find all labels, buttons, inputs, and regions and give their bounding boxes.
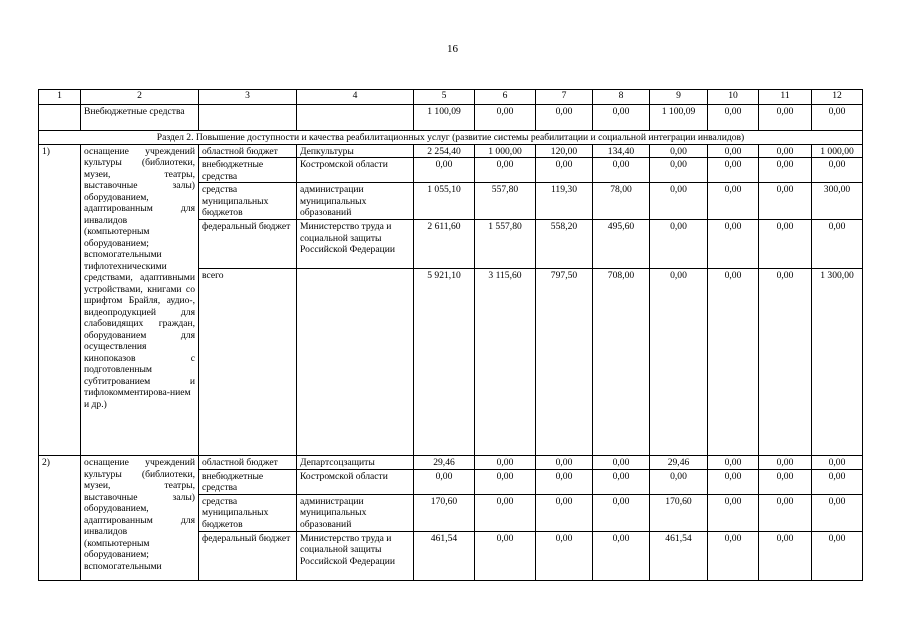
- item-number: 1): [39, 144, 81, 456]
- value-cell: 0,00: [475, 456, 536, 470]
- funding-source: областной бюджет: [199, 456, 297, 470]
- table-cell: [199, 105, 297, 131]
- executor: Депкультуры: [297, 144, 414, 158]
- value-cell: 0,00: [812, 531, 863, 580]
- value-cell: 0,00: [593, 158, 650, 183]
- value-cell: 0,00: [812, 105, 863, 131]
- funding-source: всего: [199, 269, 297, 456]
- value-cell: 0,00: [650, 469, 708, 494]
- value-cell: 0,00: [650, 144, 708, 158]
- section-row: [39, 131, 863, 145]
- value-cell: 0,00: [759, 494, 812, 531]
- value-cell: 1 557,80: [475, 220, 536, 269]
- value-cell: 0,00: [536, 531, 593, 580]
- total-value-cell: 708,00: [593, 269, 650, 456]
- value-cell: 0,00: [759, 469, 812, 494]
- value-cell: 0,00: [593, 456, 650, 470]
- total-value-cell: 0,00: [650, 269, 708, 456]
- value-cell: 1 000,00: [812, 144, 863, 158]
- value-cell: 0,00: [708, 456, 759, 470]
- value-cell: 0,00: [593, 469, 650, 494]
- row-label: Внебюджетные средства: [81, 105, 199, 131]
- value-cell: 0,00: [708, 469, 759, 494]
- value-cell: 461,54: [414, 531, 475, 580]
- executor: Министерство труда и социальной защиты Российской Федерации: [297, 531, 414, 580]
- value-cell: 300,00: [812, 183, 863, 220]
- total-value-cell: 0,00: [708, 269, 759, 456]
- value-cell: 0,00: [593, 105, 650, 131]
- funding-source: средства муниципальных бюджетов: [199, 494, 297, 531]
- value-cell: 29,46: [650, 456, 708, 470]
- value-cell: 0,00: [593, 531, 650, 580]
- value-cell: 78,00: [593, 183, 650, 220]
- column-number: 11: [759, 90, 812, 105]
- value-cell: 0,00: [812, 494, 863, 531]
- executor: [297, 269, 414, 456]
- value-cell: 0,00: [536, 469, 593, 494]
- value-cell: 0,00: [812, 469, 863, 494]
- value-cell: 557,80: [475, 183, 536, 220]
- column-number: 10: [708, 90, 759, 105]
- table-row: [39, 105, 863, 131]
- value-cell: 461,54: [650, 531, 708, 580]
- value-cell: 0,00: [475, 531, 536, 580]
- value-cell: 1 055,10: [414, 183, 475, 220]
- value-cell: 1 100,09: [414, 105, 475, 131]
- column-number: 1: [39, 90, 81, 105]
- value-cell: 0,00: [812, 456, 863, 470]
- total-value-cell: 0,00: [759, 269, 812, 456]
- value-cell: 0,00: [708, 105, 759, 131]
- funding-source: федеральный бюджет: [199, 220, 297, 269]
- column-number: 6: [475, 90, 536, 105]
- value-cell: 0,00: [759, 144, 812, 158]
- executor: Департсоцзащиты: [297, 456, 414, 470]
- table-row: [39, 144, 863, 158]
- value-cell: 0,00: [759, 531, 812, 580]
- item-number: 2): [39, 456, 81, 581]
- value-cell: 2 254,40: [414, 144, 475, 158]
- executor: Костромской области: [297, 158, 414, 183]
- value-cell: 0,00: [475, 105, 536, 131]
- value-cell: 0,00: [414, 158, 475, 183]
- item-description: оснащение учреждений культуры (библиотеки, музеи, театры, выставочные залы) оборудованием, адаптированным для инвалидов (компьютерным оборудованием; вспомогательными: [81, 456, 199, 581]
- value-cell: 558,20: [536, 220, 593, 269]
- table-cell: [39, 105, 81, 131]
- value-cell: 495,60: [593, 220, 650, 269]
- executor: администрации муниципальных образований: [297, 183, 414, 220]
- value-cell: 29,46: [414, 456, 475, 470]
- value-cell: 119,30: [536, 183, 593, 220]
- total-value-cell: 5 921,10: [414, 269, 475, 456]
- value-cell: 0,00: [650, 183, 708, 220]
- value-cell: 0,00: [812, 158, 863, 183]
- value-cell: 0,00: [759, 105, 812, 131]
- column-number: 8: [593, 90, 650, 105]
- value-cell: 120,00: [536, 144, 593, 158]
- value-cell: 0,00: [593, 494, 650, 531]
- value-cell: 0,00: [650, 158, 708, 183]
- value-cell: 0,00: [475, 158, 536, 183]
- value-cell: 170,60: [414, 494, 475, 531]
- column-number: 9: [650, 90, 708, 105]
- value-cell: 170,60: [650, 494, 708, 531]
- executor: Министерство труда и социальной защиты Российской Федерации: [297, 220, 414, 269]
- value-cell: 0,00: [759, 456, 812, 470]
- funding-source: внебюджетные средства: [199, 469, 297, 494]
- value-cell: 0,00: [759, 183, 812, 220]
- total-value-cell: 1 300,00: [812, 269, 863, 456]
- executor: Костромской области: [297, 469, 414, 494]
- funding-source: федеральный бюджет: [199, 531, 297, 580]
- value-cell: 0,00: [708, 220, 759, 269]
- column-number: 7: [536, 90, 593, 105]
- value-cell: 2 611,60: [414, 220, 475, 269]
- table-cell: [297, 105, 414, 131]
- funding-source: областной бюджет: [199, 144, 297, 158]
- executor: администрации муниципальных образований: [297, 494, 414, 531]
- total-value-cell: 3 115,60: [475, 269, 536, 456]
- column-number: 2: [81, 90, 199, 105]
- column-number: 3: [199, 90, 297, 105]
- value-cell: 0,00: [650, 220, 708, 269]
- funding-source: средства муниципальных бюджетов: [199, 183, 297, 220]
- total-value-cell: 797,50: [536, 269, 593, 456]
- value-cell: 1 100,09: [650, 105, 708, 131]
- column-number: 5: [414, 90, 475, 105]
- value-cell: 0,00: [708, 531, 759, 580]
- value-cell: 0,00: [414, 469, 475, 494]
- value-cell: 0,00: [708, 158, 759, 183]
- page-number: 16: [447, 43, 458, 55]
- value-cell: 0,00: [536, 494, 593, 531]
- value-cell: 0,00: [708, 144, 759, 158]
- value-cell: 0,00: [475, 494, 536, 531]
- value-cell: 0,00: [708, 494, 759, 531]
- column-number-row: [39, 90, 863, 105]
- table-row: [39, 456, 863, 470]
- funding-source: внебюджетные средства: [199, 158, 297, 183]
- value-cell: 0,00: [812, 220, 863, 269]
- value-cell: 0,00: [475, 469, 536, 494]
- value-cell: 1 000,00: [475, 144, 536, 158]
- value-cell: 0,00: [536, 456, 593, 470]
- value-cell: 0,00: [536, 158, 593, 183]
- column-number: 12: [812, 90, 863, 105]
- value-cell: 134,40: [593, 144, 650, 158]
- section-title: Раздел 2. Повышение доступности и качества реабилитационных услуг (развитие системы реабилитации и социальной интеграции инвалидов): [39, 131, 863, 145]
- program-table: [38, 89, 863, 581]
- value-cell: 0,00: [759, 158, 812, 183]
- item-description: оснащение учреждений культуры (библиотеки, музеи, театры, выставочные залы) оборудованием, адаптированным для инвалидов (компьютерным оборудованием; вспомогательными тифлотехническими средствами, адаптивными устройствами, книгами со шрифтом Брайля, аудио-, видеопродукцией для слабовидящих граждан, оборудованием для осуществления кинопоказов с подготовленным субтитрованием и тифлокомментирова-нием и др.): [81, 144, 199, 456]
- value-cell: 0,00: [536, 105, 593, 131]
- column-number: 4: [297, 90, 414, 105]
- value-cell: 0,00: [759, 220, 812, 269]
- value-cell: 0,00: [708, 183, 759, 220]
